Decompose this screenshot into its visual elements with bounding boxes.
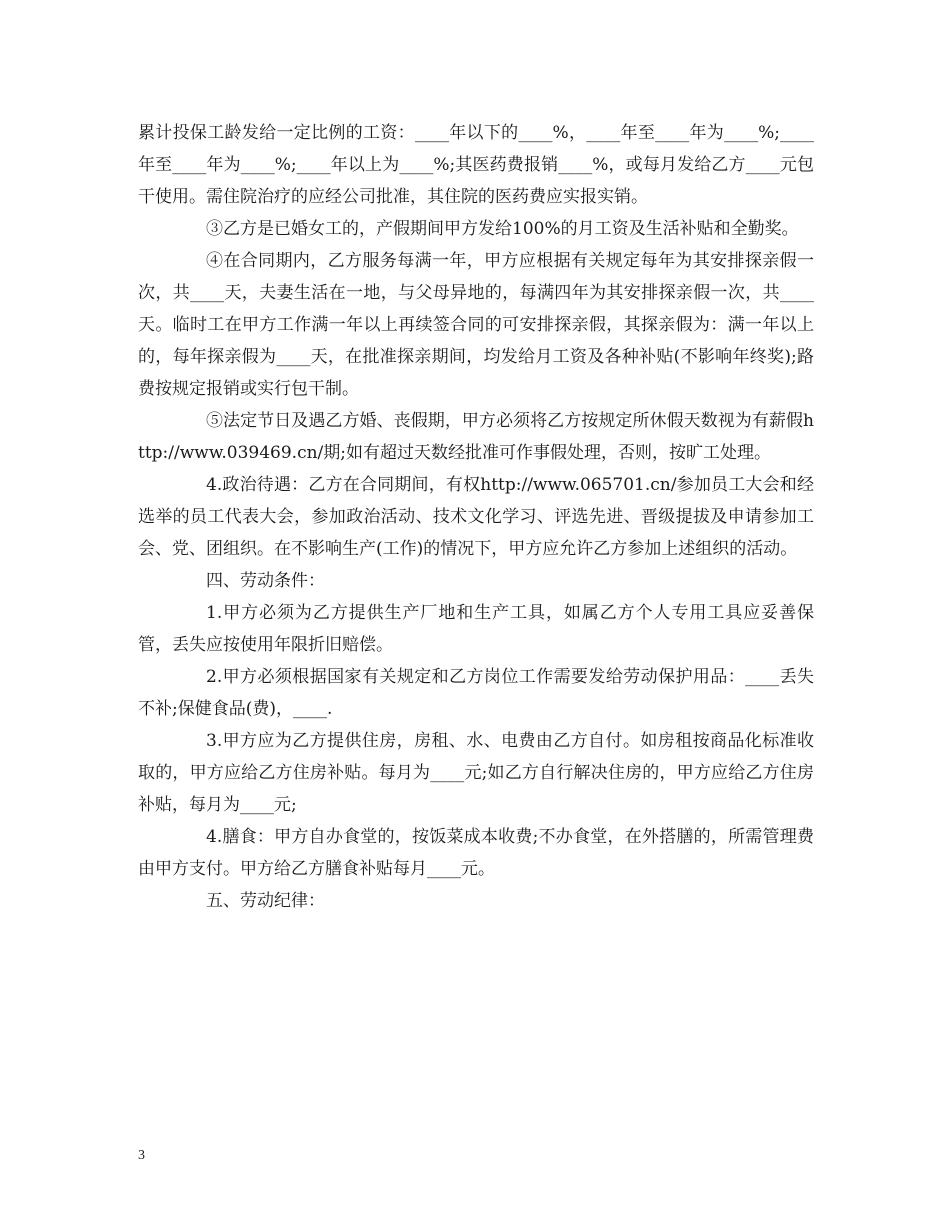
paragraph-production-tools: 1.甲方必须为乙方提供生产厂地和生产工具，如属乙方个人专用工具应妥善保管，丢失应按使用年限折旧赔偿。 — [138, 603, 814, 655]
document-body — [138, 117, 814, 917]
page-number: 3 — [138, 1148, 145, 1163]
section-heading-labor-discipline: 五、劳动纪律： — [206, 891, 325, 911]
paragraph-insurance-wages: 累计投保工龄发给一定比例的工资：____年以下的____%，____年至____年为____%;____年至____年为____%;____年以上为____%;其医药费报销____%，或每月发给乙方____元包干使用。需住院治疗的应经公司批准，其住院的医药费应实报实销。 — [138, 123, 814, 207]
paragraph-home-leave: ④在合同期内，乙方服务每满一年，甲方应根据有关规定每年为其安排探亲假一次，共____天，夫妻生活在一地，与父母异地的，每满四年为其安排探亲假一次，共____天。临时工在甲方工作满一年以上再续签合同的可安排探亲假，其探亲假为：满一年以上的，每年探亲假为____天，在批准探亲期间，均发给月工资及各种补贴(不影响年终奖);路费按规定报销或实行包干制。 — [138, 251, 814, 399]
paragraph-protective-equipment: 2.甲方必须根据国家有关规定和乙方岗位工作需要发给劳动保护用品：____丢失不补;保健食品(费)，____. — [138, 667, 814, 719]
paragraph-housing: 3.甲方应为乙方提供住房，房租、水、电费由乙方自付。如房租按商品化标准收取的，甲方应给乙方住房补贴。每月为____元;如乙方自行解决住房的，甲方应给乙方住房补贴，每月为____元; — [138, 731, 814, 815]
paragraph-statutory-holidays: ⑤法定节日及遇乙方婚、丧假期，甲方必须将乙方按规定所休假天数视为有薪假http://www.039469.cn/期;如有超过天数经批准可作事假处理，否则，按旷工处理。 — [138, 411, 814, 463]
paragraph-maternity-leave: ③乙方是已婚女工的，产假期间甲方发给100%的月工资及生活补贴和全勤奖。 — [206, 219, 799, 239]
section-heading-labor-conditions: 四、劳动条件： — [206, 571, 325, 591]
paragraph-political-treatment: 4.政治待遇：乙方在合同期间，有权http://www.065701.cn/参加员工大会和经选举的员工代表大会，参加政治活动、技术文化学习、评选先进、晋级提拔及申请参加工会、党、团组织。在不影响生产(工作)的情况下，甲方应允许乙方参加上述组织的活动。 — [138, 475, 814, 559]
paragraph-meals: 4.膳食：甲方自办食堂的，按饭菜成本收费;不办食堂，在外搭膳的，所需管理费由甲方支付。甲方给乙方膳食补贴每月____元。 — [138, 827, 814, 879]
